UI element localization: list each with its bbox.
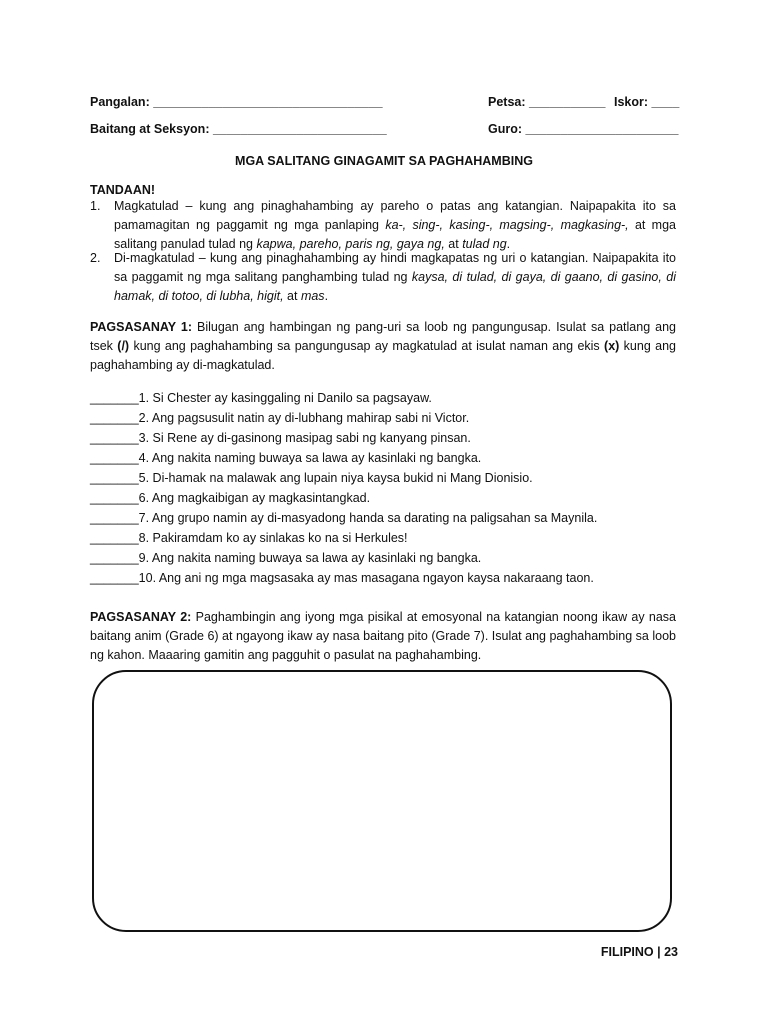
rule-description: – kung ang pinaghahambing ay hindi magkapatas ng uri o katangian. Naipapakita ito sa paggamit ng mga salitang panghambing tulad ng [114,251,676,284]
rule-period: . [506,237,511,251]
exercise-item[interactable]: _______8. Pakiramdam ko ay sinlakas ko na si Herkules! [90,531,408,545]
rule-description: – kung ang pinaghahambing ay pareho o patas ang katangian. Naipapakita ito sa pamamagitan ng paggamit ng mga panlaping [114,199,676,232]
exercise1-instruction-part: kung ang paghahambing sa pangungusap ay magkatulad at isulat naman ang ekis [129,339,605,353]
x-mark-symbol: (x) [604,339,620,353]
check-mark-symbol: (/) [117,339,130,353]
exercise1-instructions [90,318,676,375]
rule-number: 1. [90,199,101,213]
rule-affixes: ka-, sing-, kasing-, magsing-, magkasing-, [385,218,629,232]
exercise2-label: PAGSASANAY 2: [90,610,192,624]
rule-term: Di-magkatulad [114,251,195,265]
exercise-item[interactable]: _______3. Si Rene ay di-gasinong masipag sabi ng kanyang pinsan. [90,431,471,445]
exercise-item[interactable]: _______1. Si Chester ay kasinggaling ni Danilo sa pagsayaw. [90,391,432,405]
rule-last-word: mas [300,289,325,303]
rule-text [114,197,676,254]
exercise-item[interactable]: _______5. Di-hamak na malawak ang lupain niya kaysa bukid ni Mang Dionisio. [90,471,533,485]
rule-conjunction: at [444,237,463,251]
exercise-item[interactable]: _______9. Ang nakita naming buwaya sa lawa ay kasinlaki ng bangka. [90,551,482,565]
exercise-item[interactable]: _______10. Ang ani ng mga magsasaka ay mas masagana ngayon kaysa nakaraang taon. [90,571,594,585]
rule-magkatulad [90,197,676,254]
rule-last-word: tulad ng [462,237,507,251]
footer-subject: FILIPINO [600,945,654,959]
exercise1-instruction-part: kung ang paghahambing ay di-magkatulad. [90,339,676,372]
exercise-item[interactable]: _______7. Ang grupo namin ay di-masyadong handa sa darating na paligsahan sa Maynila. [90,511,598,525]
exercise2-instruction-text: Paghambingin ang iyong mga pisikal at emosyonal na katangian noong ikaw ay nasa baitang anim (Grade 6) at ngayong ikaw ay nasa baitang pito (Grade 7). Isulat ang paghahambing sa loob ng kahon. Maaaring gamitin ang pagguhit o pasulat na paghahambing. [90,610,676,662]
date-field[interactable]: Petsa: ___________ [488,95,606,109]
rule-connector: at mga salitang panulad tulad ng [114,218,676,251]
exercise-item[interactable]: _______4. Ang nakita naming buwaya sa lawa ay kasinlaki ng bangka. [90,451,482,465]
score-field[interactable]: Iskor: ____ [614,95,680,109]
rule-period: . [324,289,329,303]
footer-page-number: 23 [664,945,678,959]
exercise1-instruction-part: Bilugan ang hambingan ng pang-uri sa loob ng pangungusap. Isulat sa patlang ang tsek [90,320,676,353]
grade-section-field[interactable]: Baitang at Seksyon: _________________________ [90,122,387,136]
exercise-item[interactable]: _______2. Ang pagsusulit natin ay di-lubhang mahirap sabi ni Victor. [90,411,470,425]
rule-di-magkatulad [90,249,676,306]
rule-words: kaysa, di tulad, di gaya, di gaano, di gasino, di hamak, di totoo, di lubha, higit, [114,270,676,303]
rule-words: kapwa, pareho, paris ng, gaya ng, [256,237,445,251]
page-footer [601,943,678,962]
exercise1-label: PAGSASANAY 1: [90,320,193,334]
rule-conjunction: at [283,289,301,303]
tandaan-heading: TANDAAN! [90,183,156,197]
rule-text [114,249,676,306]
teacher-field[interactable]: Guro: ______________________ [488,122,679,136]
name-field[interactable]: Pangalan: _________________________________ [90,95,383,109]
page-title: MGA SALITANG GINAGAMIT SA PAGHAHAMBING [235,154,533,168]
answer-box[interactable] [92,670,672,932]
rule-number: 2. [90,251,101,265]
footer-separator: | [653,945,665,959]
rule-term: Magkatulad [114,199,179,213]
exercise2-instructions [90,608,676,665]
exercise1-items [90,388,597,588]
exercise-item[interactable]: _______6. Ang magkaibigan ay magkasintangkad. [90,491,371,505]
